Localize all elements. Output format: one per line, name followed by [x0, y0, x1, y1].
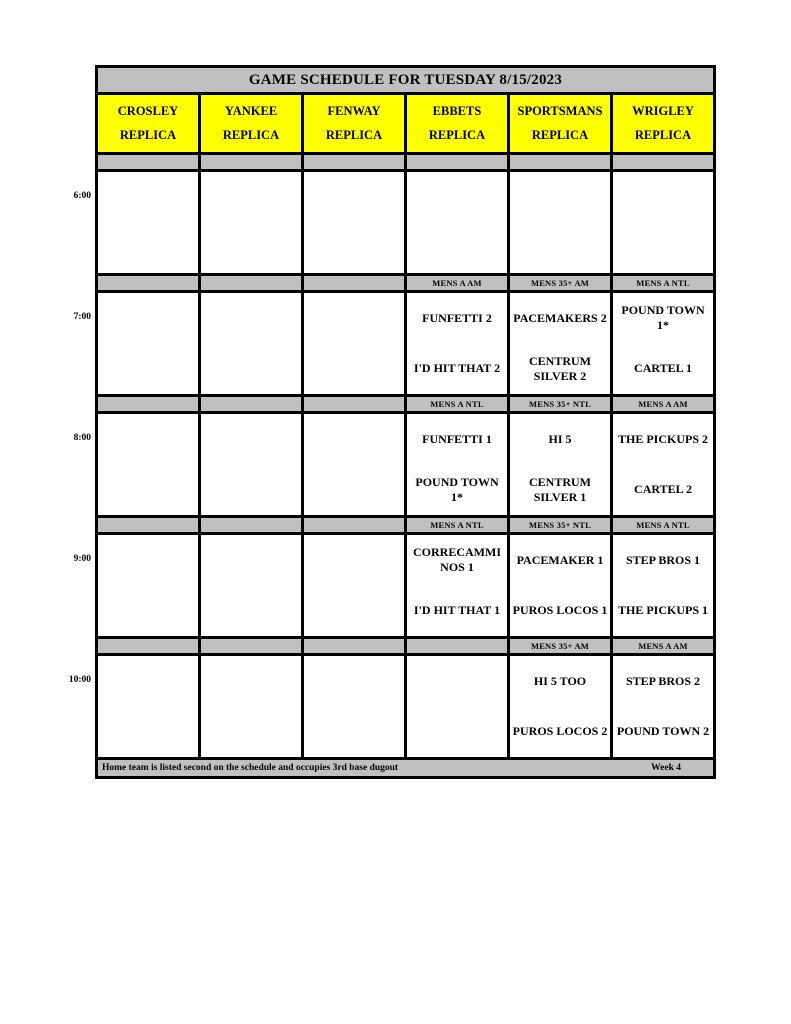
venue-replica-label: REPLICA — [222, 128, 280, 142]
team-name — [304, 707, 404, 758]
game-row-1000 — [98, 656, 713, 757]
team-name — [304, 414, 404, 465]
game-cell — [510, 535, 610, 636]
venue-name: YANKEE — [224, 104, 278, 118]
game-cell — [510, 656, 610, 757]
division-label: MENS A AM — [407, 276, 507, 290]
game-cell — [304, 656, 404, 757]
team-name — [201, 707, 301, 758]
venue-replica-label: REPLICA — [428, 128, 486, 142]
team-name — [613, 172, 713, 223]
division-band-row-800 — [98, 397, 713, 411]
division-label — [98, 639, 198, 653]
team-name — [98, 656, 198, 707]
game-cell — [407, 172, 507, 273]
game-cell — [510, 172, 610, 273]
division-label: MENS A NTL — [613, 518, 713, 532]
game-cell — [201, 172, 301, 273]
game-cell — [98, 414, 198, 515]
team-name — [201, 414, 301, 465]
team-name: I'D HIT THAT 2 — [413, 361, 501, 376]
team-name — [98, 707, 198, 758]
game-cell — [613, 656, 713, 757]
division-label — [201, 397, 301, 411]
team-name — [98, 344, 198, 395]
schedule-table — [95, 65, 716, 779]
team-name: THE PICKUPS 1 — [617, 603, 708, 618]
division-label — [304, 518, 404, 532]
team-name — [304, 586, 404, 637]
venue-name: WRIGLEY — [632, 104, 694, 118]
venue-header-crosley — [98, 95, 198, 152]
time-label-600: 6:00 — [73, 191, 91, 201]
venue-header-row — [98, 95, 713, 152]
division-label — [304, 155, 404, 169]
game-cell — [201, 656, 301, 757]
division-band-row-600 — [98, 155, 713, 169]
team-name — [201, 172, 301, 223]
team-name — [98, 586, 198, 637]
footer-row — [98, 760, 713, 776]
division-label: MENS A AM — [613, 397, 713, 411]
game-cell — [201, 535, 301, 636]
team-name — [201, 535, 301, 586]
team-name: PACEMAKERS 2 — [513, 310, 607, 325]
time-label-700: 7:00 — [73, 312, 91, 322]
venue-header-wrigley — [613, 95, 713, 152]
team-name — [304, 465, 404, 516]
game-cell — [613, 414, 713, 515]
division-label: MENS A NTL — [613, 276, 713, 290]
game-cell — [407, 414, 507, 515]
venue-header-fenway — [304, 95, 404, 152]
team-name — [304, 656, 404, 707]
team-name — [510, 223, 610, 274]
game-cell — [613, 535, 713, 636]
team-name: POUND TOWN 2 — [616, 724, 710, 739]
team-name: HI 5 TOO — [533, 673, 587, 688]
game-cell — [510, 414, 610, 515]
team-name — [98, 223, 198, 274]
team-name — [201, 293, 301, 344]
team-name: CARTEL 2 — [634, 482, 692, 497]
game-cell — [613, 293, 713, 394]
team-name — [613, 223, 713, 274]
game-cell — [304, 414, 404, 515]
division-band-row-900 — [98, 518, 713, 532]
team-name: FUNFETTI 1 — [422, 431, 492, 446]
venue-replica-label: REPLICA — [634, 128, 692, 142]
game-cell — [98, 535, 198, 636]
division-label — [304, 276, 404, 290]
team-name — [407, 656, 507, 707]
game-cell — [613, 172, 713, 273]
team-name — [201, 344, 301, 395]
division-label: MENS 35+ NTL — [510, 518, 610, 532]
game-cell — [304, 172, 404, 273]
division-label: MENS 35+ AM — [510, 639, 610, 653]
time-label-800: 8:00 — [73, 433, 91, 443]
division-label: MENS A NTL — [407, 518, 507, 532]
game-cell — [510, 293, 610, 394]
team-name: STEP BROS 1 — [625, 552, 701, 567]
venue-header-yankee — [201, 95, 301, 152]
game-cell — [98, 172, 198, 273]
team-name — [304, 535, 404, 586]
venue-header-ebbets — [407, 95, 507, 152]
game-cell — [407, 293, 507, 394]
division-label: MENS A AM — [613, 639, 713, 653]
team-name — [201, 656, 301, 707]
game-row-600 — [98, 172, 713, 273]
venue-replica-label: REPLICA — [531, 128, 589, 142]
division-label — [201, 155, 301, 169]
team-name — [510, 172, 610, 223]
team-name: HI 5 — [548, 431, 572, 446]
game-cell — [304, 535, 404, 636]
team-name: STEP BROS 2 — [625, 673, 701, 688]
division-band-row-1000 — [98, 639, 713, 653]
game-cell — [201, 293, 301, 394]
time-label-900: 9:00 — [73, 554, 91, 564]
venue-replica-label: REPLICA — [119, 128, 177, 142]
division-label — [510, 155, 610, 169]
team-name: PACEMAKER 1 — [516, 552, 604, 567]
division-label: MENS 35+ AM — [510, 276, 610, 290]
footer-bar — [98, 760, 713, 776]
division-label — [304, 639, 404, 653]
division-label: MENS A NTL — [407, 397, 507, 411]
team-name: THE PICKUPS 2 — [617, 431, 708, 446]
week-label: Week 4 — [651, 763, 681, 773]
team-name: POUND TOWN 1* — [415, 474, 499, 504]
team-name: POUND TOWN 1* — [621, 303, 705, 333]
team-name — [407, 172, 507, 223]
venue-header-sportsmans — [510, 95, 610, 152]
game-cell — [407, 535, 507, 636]
game-row-900 — [98, 535, 713, 636]
game-cell — [98, 293, 198, 394]
team-name: I'D HIT THAT 1 — [413, 603, 501, 618]
title-row — [98, 68, 713, 92]
team-name — [304, 223, 404, 274]
team-name — [304, 293, 404, 344]
division-label — [201, 639, 301, 653]
page-title: GAME SCHEDULE FOR TUESDAY 8/15/2023 — [98, 68, 713, 92]
team-name — [407, 707, 507, 758]
division-label — [201, 518, 301, 532]
team-name: CARTEL 1 — [634, 361, 692, 376]
team-name — [201, 223, 301, 274]
venue-name: EBBETS — [432, 104, 482, 118]
team-name — [98, 293, 198, 344]
team-name — [304, 344, 404, 395]
division-label — [201, 276, 301, 290]
division-label — [407, 639, 507, 653]
team-name — [98, 172, 198, 223]
team-name — [304, 172, 404, 223]
venue-replica-label: REPLICA — [325, 128, 383, 142]
game-cell — [98, 656, 198, 757]
team-name — [98, 535, 198, 586]
division-label: MENS 35+ NTL — [510, 397, 610, 411]
game-cell — [304, 293, 404, 394]
team-name — [98, 414, 198, 465]
team-name — [201, 465, 301, 516]
game-cell — [407, 656, 507, 757]
team-name: CENTRUM SILVER 1 — [529, 474, 591, 504]
team-name — [98, 465, 198, 516]
division-label — [98, 155, 198, 169]
division-label — [98, 397, 198, 411]
team-name: CENTRUM SILVER 2 — [529, 353, 591, 383]
team-name: PUROS LOCOS 2 — [512, 724, 608, 739]
division-label — [613, 155, 713, 169]
division-label — [98, 518, 198, 532]
team-name: PUROS LOCOS 1 — [512, 603, 608, 618]
division-label — [98, 276, 198, 290]
team-name: FUNFETTI 2 — [422, 310, 492, 325]
venue-name: SPORTSMANS — [517, 104, 603, 118]
footer-note: Home team is listed second on the schedule and occupies 3rd base dugout — [102, 763, 399, 773]
division-label — [407, 155, 507, 169]
team-name — [407, 223, 507, 274]
game-row-700 — [98, 293, 713, 394]
time-label-1000: 10:00 — [68, 675, 91, 685]
game-row-800 — [98, 414, 713, 515]
division-label — [304, 397, 404, 411]
division-band-row-700 — [98, 276, 713, 290]
team-name: CORRECAMMINOS 1 — [413, 545, 501, 575]
team-name — [201, 586, 301, 637]
venue-name: CROSLEY — [117, 104, 179, 118]
game-cell — [201, 414, 301, 515]
venue-name: FENWAY — [327, 104, 381, 118]
